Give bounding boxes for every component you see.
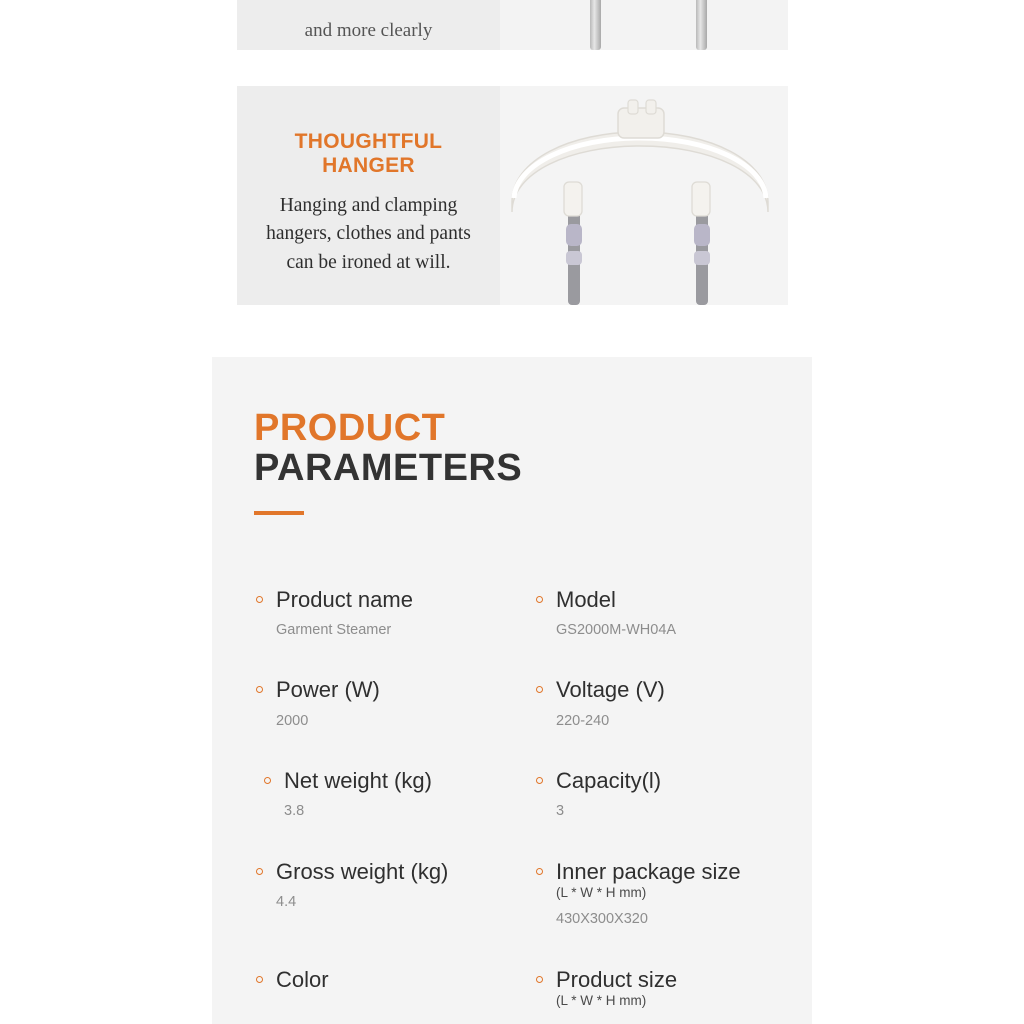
bullet-icon <box>256 976 263 983</box>
feature-card-hanger-image <box>500 86 788 305</box>
spec-label: Net weight (kg) <box>284 768 432 794</box>
spec-sublabel: (L * W * H mm) <box>556 885 647 901</box>
spec-grid <box>212 587 812 1019</box>
steamer-pole-icon <box>590 0 601 50</box>
bullet-icon <box>256 868 263 875</box>
feature-card-top-text: and more clearly <box>304 20 433 41</box>
parameters-heading-line1: PRODUCT <box>254 407 446 449</box>
steamer-pole-icon <box>696 0 707 50</box>
spec-value: 430X300X320 <box>556 911 648 928</box>
bullet-icon <box>536 777 543 784</box>
spec-value: 3 <box>556 803 565 820</box>
bullet-icon <box>536 686 543 693</box>
spec-label: Power (W) <box>276 677 380 703</box>
spec-label: Gross weight (kg) <box>276 858 449 884</box>
spec-value: GS2000M-WH04A <box>556 622 677 639</box>
feature-card-top <box>237 0 788 50</box>
parameters-heading-line2: PARAMETERS <box>254 446 523 489</box>
feature-card-hanger-text-pane <box>237 86 500 305</box>
bullet-icon <box>536 976 543 983</box>
spec-item <box>534 768 814 821</box>
bullet-icon <box>536 868 543 875</box>
bullet-icon <box>264 777 271 784</box>
spec-label: Product name <box>276 586 413 612</box>
bullet-icon <box>256 596 263 603</box>
spec-item <box>254 677 534 730</box>
feature-card-top-text-pane <box>237 0 500 50</box>
bullet-icon <box>256 686 263 693</box>
spec-sublabel: (L * W * H mm) <box>556 993 647 1009</box>
spec-item <box>534 587 814 640</box>
product-parameters-panel <box>212 357 812 1024</box>
spec-item <box>254 587 534 640</box>
spec-label: Color <box>276 966 329 992</box>
spec-label: Inner package size <box>556 858 741 884</box>
spec-label: Model <box>556 586 616 612</box>
spec-item <box>254 967 534 1019</box>
spec-item <box>254 768 534 821</box>
spec-item <box>534 677 814 730</box>
heading-underline <box>254 511 304 515</box>
spec-value: Garment Steamer <box>276 622 392 639</box>
feature-card-top-image <box>500 0 788 50</box>
feature-card-hanger <box>237 86 788 305</box>
spec-label: Product size <box>556 966 678 992</box>
spec-label: Capacity(l) <box>556 768 662 794</box>
spec-item <box>254 859 534 929</box>
spec-value: 4.4 <box>276 894 297 911</box>
hanger-illustration-icon <box>500 86 788 305</box>
spec-value: 2000 <box>276 712 309 729</box>
spec-value: 220-240 <box>556 712 610 729</box>
bullet-icon <box>536 596 543 603</box>
hanger-description: Hanging and clamping hangers, clothes and pants can be ironed at will. <box>266 195 471 273</box>
spec-label: Voltage (V) <box>556 677 665 703</box>
spec-value: 3.8 <box>284 803 305 820</box>
hanger-title: THOUGHTFUL HANGER <box>294 130 443 177</box>
spec-item <box>534 859 814 929</box>
spec-item <box>534 967 814 1019</box>
parameters-heading <box>254 409 812 489</box>
